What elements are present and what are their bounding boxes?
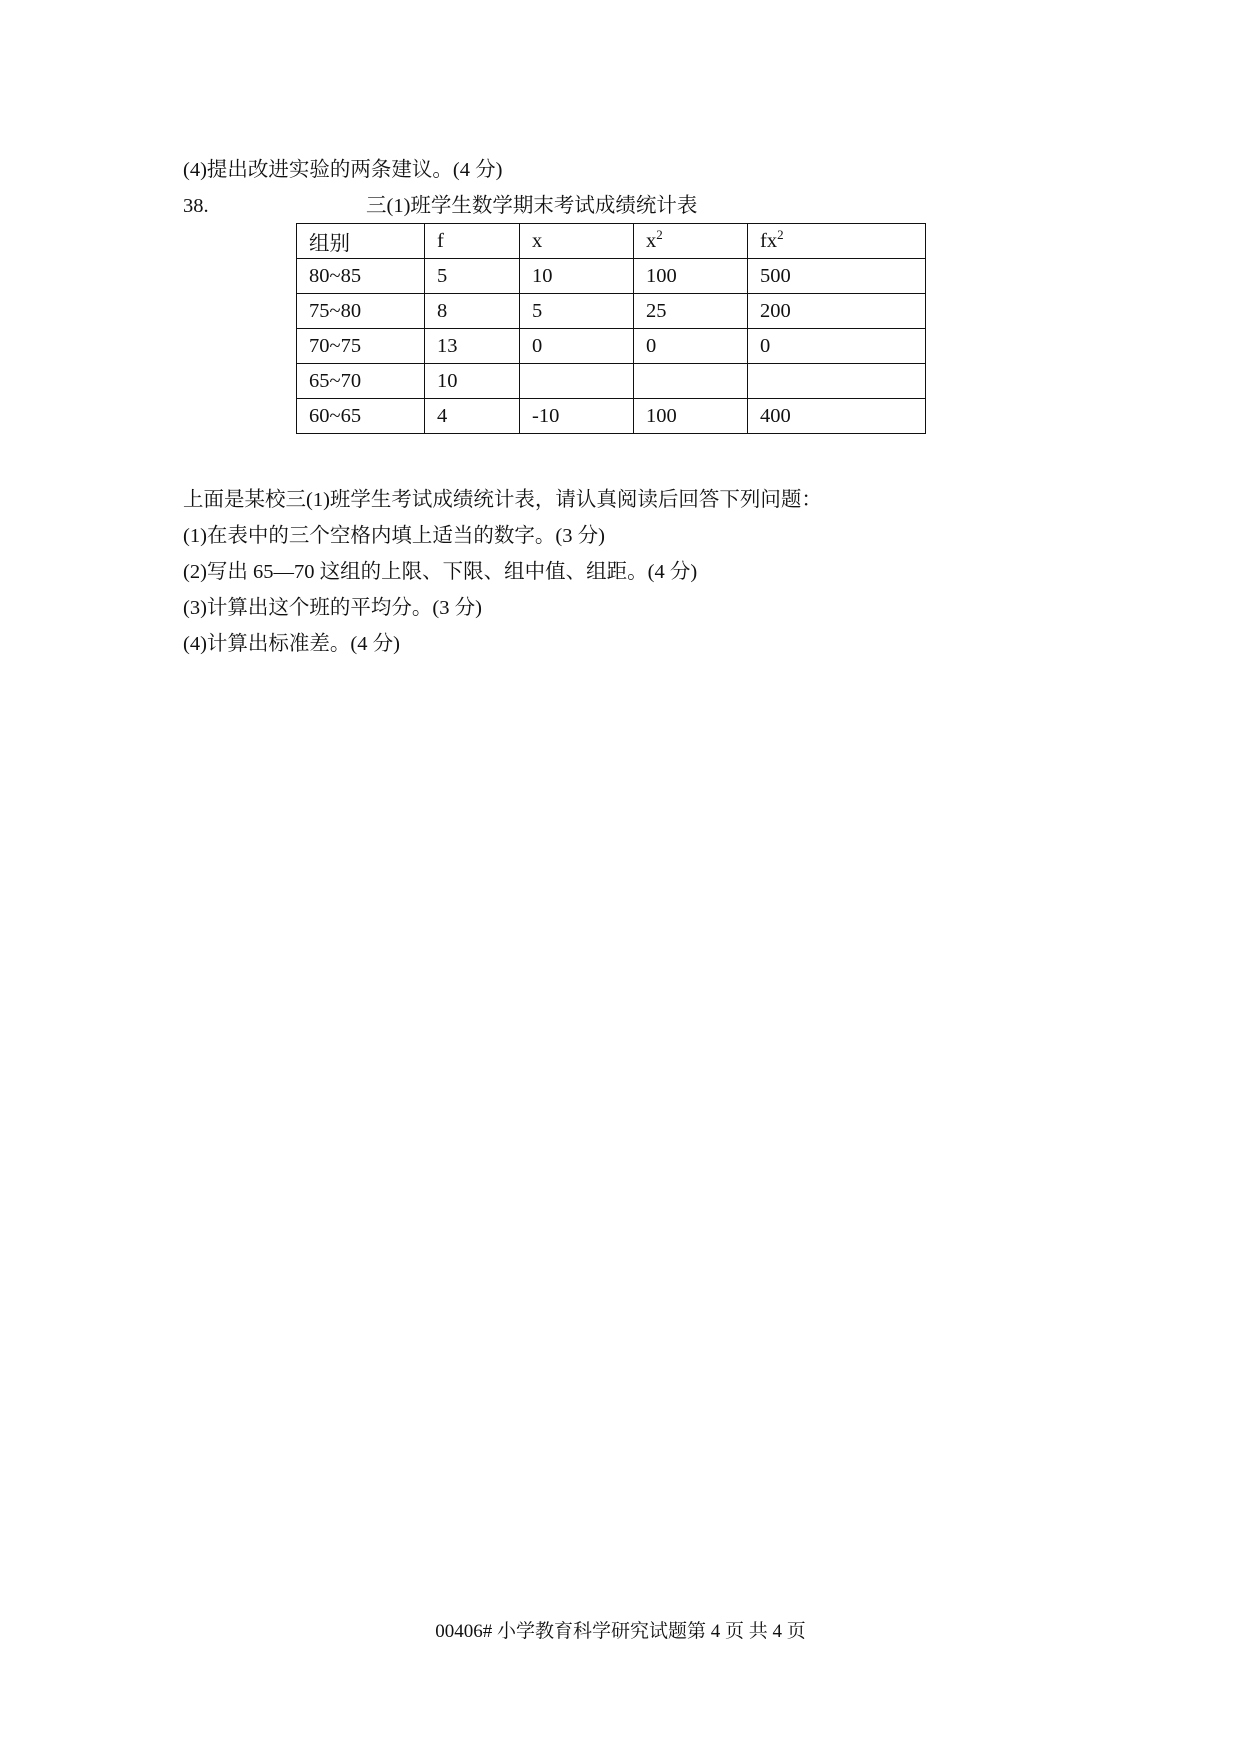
blank-table-cell (634, 364, 748, 399)
question-item-4: (4)计算出标准差。(4 分) (183, 633, 400, 655)
question-item-3: (3)计算出这个班的平均分。(3 分) (183, 597, 482, 619)
table-row (297, 399, 926, 434)
table-caption: 三(1)班学生数学期末考试成绩统计表 (366, 195, 698, 217)
table-cell: 65~70 (297, 364, 425, 399)
table-row (297, 259, 926, 294)
score-statistics-table (296, 223, 926, 434)
question-item-1: (1)在表中的三个空格内填上适当的数字。(3 分) (183, 525, 605, 547)
question-intro: 上面是某校三(1)班学生考试成绩统计表，请认真阅读后回答下列问题： (183, 489, 822, 511)
header-cell: x (520, 224, 634, 259)
table-cell: 13 (425, 329, 520, 364)
table-row (297, 329, 926, 364)
table-cell: 8 (425, 294, 520, 329)
table-cell: 400 (748, 399, 926, 434)
table-cell: 0 (520, 329, 634, 364)
table-cell: 75~80 (297, 294, 425, 329)
header-cell: $x^2$ (634, 224, 748, 259)
header-cell: 组别 (297, 224, 425, 259)
header-cell: $fx^2$ (748, 224, 926, 259)
table-cell: 5 (520, 294, 634, 329)
table-cell: 5 (425, 259, 520, 294)
table-cell: 10 (520, 259, 634, 294)
header-cell: f (425, 224, 520, 259)
table-cell: -10 (520, 399, 634, 434)
table-cell: 4 (425, 399, 520, 434)
blank-table-cell (520, 364, 634, 399)
table-row (297, 294, 926, 329)
table-cell: 0 (634, 329, 748, 364)
table-row (297, 364, 926, 399)
page-footer: 00406# 小学教育科学研究试题第 4 页 共 4 页 (435, 1621, 806, 1642)
table-cell: 500 (748, 259, 926, 294)
blank-table-cell (748, 364, 926, 399)
table-cell: 0 (748, 329, 926, 364)
table-cell: 70~75 (297, 329, 425, 364)
question-item-2: (2)写出 65—70 这组的上限、下限、组中值、组距。(4 分) (183, 561, 698, 583)
table-cell: 100 (634, 399, 748, 434)
table-cell: 60~65 (297, 399, 425, 434)
question-number: 38. (183, 195, 209, 217)
table-cell: 10 (425, 364, 520, 399)
table-header-row (297, 224, 926, 259)
previous-question-item: (4)提出改进实验的两条建议。(4 分) (183, 159, 503, 181)
table-cell: 100 (634, 259, 748, 294)
table-cell: 80~85 (297, 259, 425, 294)
table-cell: 200 (748, 294, 926, 329)
table-cell: 25 (634, 294, 748, 329)
